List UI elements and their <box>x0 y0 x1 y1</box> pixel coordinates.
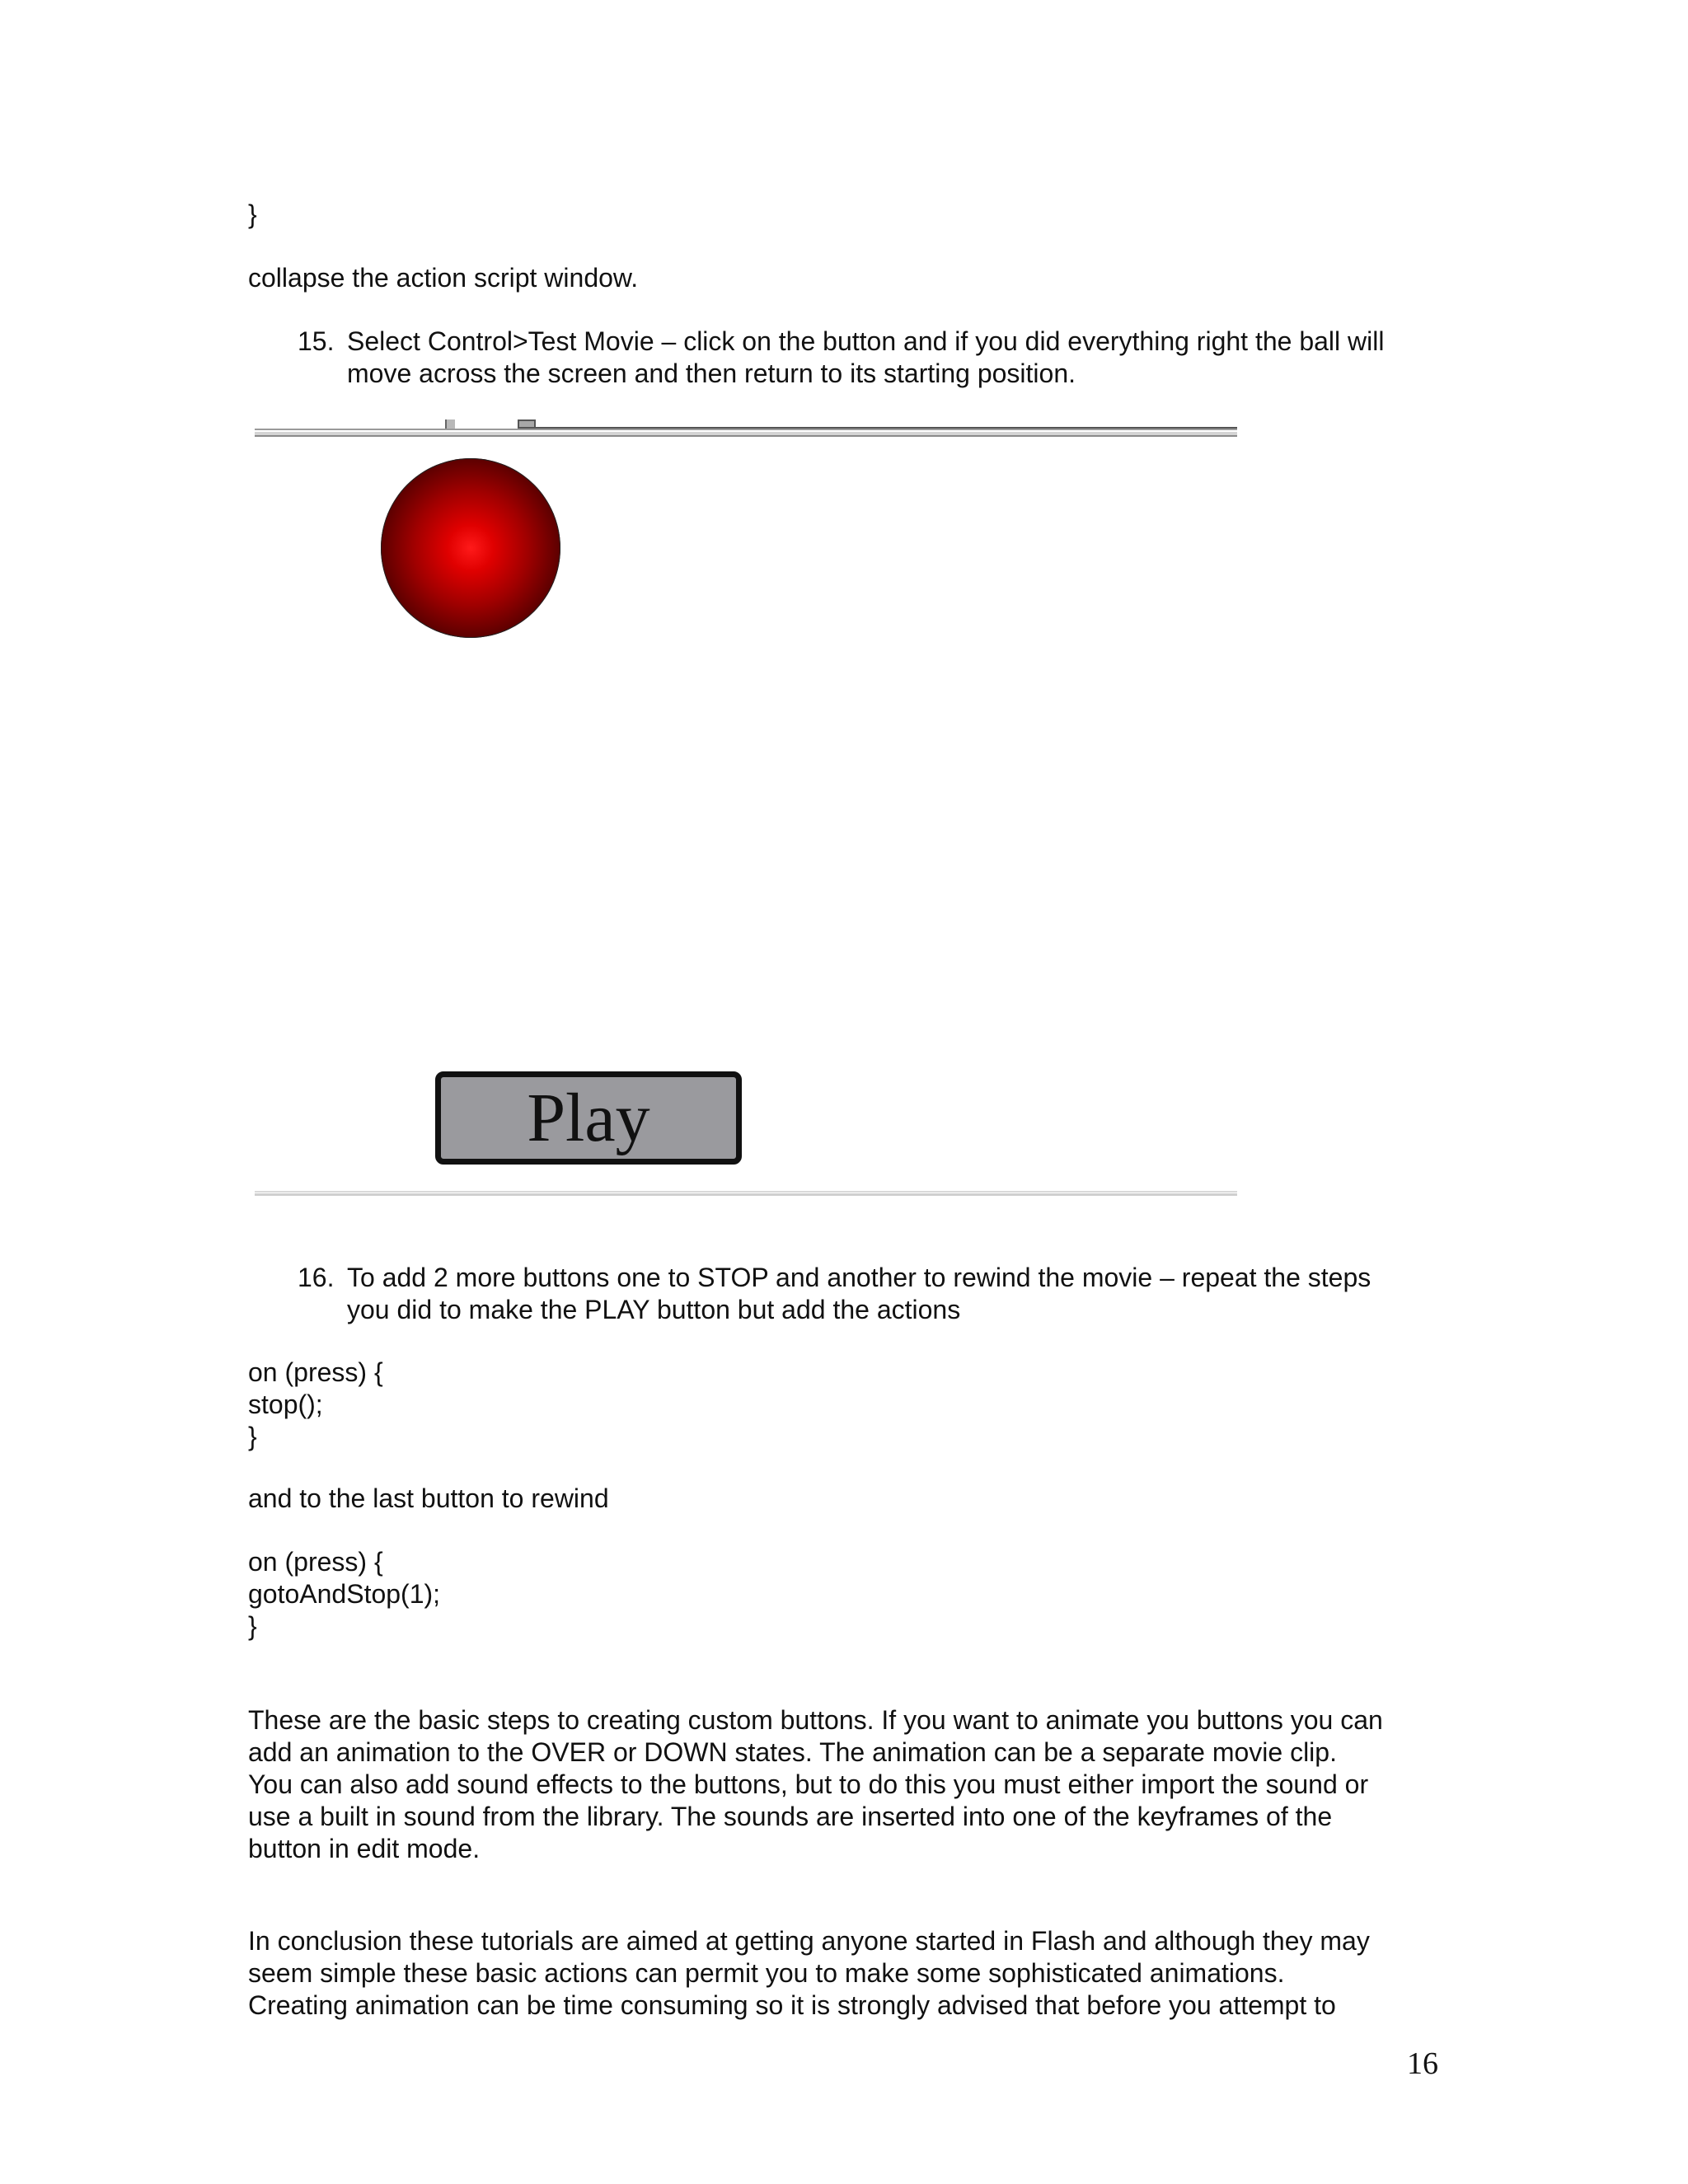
closing-brace: } <box>248 199 257 229</box>
basics-paragraph <box>248 1704 1460 1865</box>
paragraph-line: button in edit mode. <box>248 1834 481 1863</box>
rewind-intro: and to the last button to rewind <box>248 1483 609 1513</box>
step-16-text <box>347 1262 1371 1326</box>
test-movie-screenshot <box>255 416 1237 1199</box>
ruler-marker <box>518 419 536 429</box>
paragraph-line: In conclusion these tutorials are aimed at getting anyone started in Flash and although they may <box>248 1926 1370 1956</box>
collapse-instruction: collapse the action script window. <box>248 263 639 293</box>
window-top-border <box>255 429 1237 437</box>
conclusion-paragraph <box>248 1925 1460 2022</box>
step-15-line: move across the screen and then return to its starting position. <box>347 359 1076 388</box>
paragraph-line: add an animation to the OVER or DOWN states. The animation can be a separate movie clip. <box>248 1737 1337 1767</box>
step-16-line: you did to make the PLAY button but add the actions <box>347 1295 961 1324</box>
step-15-line: Select Control>Test Movie – click on the button and if you did everything right the ball will <box>347 326 1385 356</box>
step-16-number: 16. <box>298 1263 335 1292</box>
stop-code-block <box>248 1357 1460 1453</box>
ruler-marker <box>445 419 455 429</box>
code-line: on (press) { <box>248 1357 383 1387</box>
paragraph-line: use a built in sound from the library. The sounds are inserted into one of the keyframes of the <box>248 1802 1333 1831</box>
paragraph-line: These are the basic steps to creating custom buttons. If you want to animate you buttons you can <box>248 1705 1383 1735</box>
rewind-code-block <box>248 1546 1460 1643</box>
code-line: stop(); <box>248 1390 323 1419</box>
step-15-number: 15. <box>298 326 335 356</box>
play-button[interactable]: Play <box>435 1071 742 1165</box>
paragraph-line: seem simple these basic actions can permit you to make some sophisticated animations. <box>248 1958 1285 1988</box>
code-line: on (press) { <box>248 1547 383 1577</box>
window-bottom-border <box>255 1191 1237 1196</box>
code-line: } <box>248 1422 257 1451</box>
step-15-text <box>347 326 1384 390</box>
red-ball <box>381 458 560 638</box>
code-line: } <box>248 1611 257 1641</box>
code-line: gotoAndStop(1); <box>248 1579 441 1609</box>
step-16-line: To add 2 more buttons one to STOP and another to rewind the movie – repeat the steps <box>347 1263 1372 1292</box>
paragraph-line: You can also add sound effects to the buttons, but to do this you must either import the sound or <box>248 1769 1369 1799</box>
paragraph-line: Creating animation can be time consuming so it is strongly advised that before you attempt to <box>248 1990 1336 2020</box>
page-number: 16 <box>1407 2046 1438 2081</box>
